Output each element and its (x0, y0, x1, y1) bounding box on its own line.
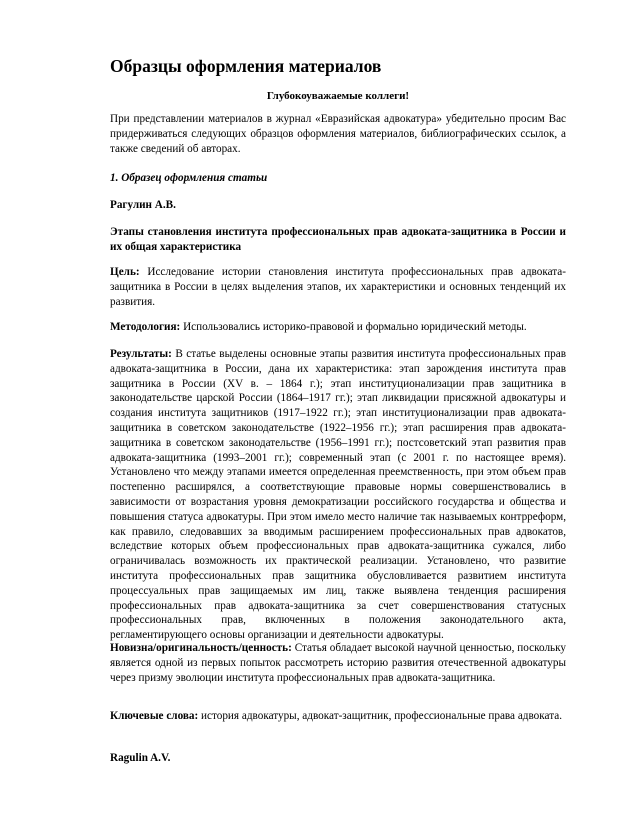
intro-paragraph: При представлении материалов в журнал «Евразийская адвокатура» убедительно просим Вас придерживаться следующих образцов оформления материалов, библиографических ссылок, а также сведений об авторах. (110, 113, 566, 155)
greeting: Глубокоуважаемые коллеги! (266, 90, 410, 102)
page-title: Образцы оформления материалов (110, 56, 382, 76)
author-name-english: Ragulin A.V. (110, 752, 171, 764)
methodology-text: Использовались историко-правовой и формально юридический методы. (183, 321, 527, 333)
author-name: Рагулин А.В. (110, 199, 176, 211)
keywords-text: история адвокатуры, адвокат-защитник, профессиональные права адвоката. (201, 710, 563, 722)
goal-section (110, 265, 566, 309)
novelty-label: Новизна/оригинальность/ценность: (110, 642, 292, 654)
article-title: Этапы становления института профессиональных прав адвоката-защитника в России и их общая характеристика (110, 226, 566, 253)
keywords-section (110, 709, 566, 724)
results-text: В статье выделены основные этапы развития института профессиональных прав адвоката-защитника в России, дана их характеристика: этап зарождения института прав защитника в России (XV в. – 1864 г.); этап институционализации прав защитника в законодательстве царской России (1864–1917 гг.); этап ликвидации присяжной адвокатуры и создания института защитников (1917–1922 гг.); этап институционализации прав адвоката-защитника в советском законодательстве (1922–1956 гг.); этап расширения прав адвоката-защитника в советском законодательстве (1956–1991 гг.); постсоветский этап развития прав адвоката-защитника (1993–2001 гг.); современный этап (с 2001 г. по настоящее время). Установлено что между этапами имеется определенная преемственность, при этом объем прав постепенно расширялся, а соответствующие правовые нормы совершенствовались в зависимости от возрастания уровня демократизации российского государства и общества и повышения статуса адвокатуры. При этом имело место наличие так называемых контрреформ, как правило, следовавших за вводимым расширением профессиональных прав адвокатов, вследствие которых объем профессиональных прав адвоката-защитника сужался, либо ограничивалась возможность их практической реализации. Установлено, что развитие института профессиональных прав защитника обусловливается развитием института процессуальных прав защищаемых им лиц, также выявлена тенденция расширения профессиональных прав адвоката-защитника за счет совершенствования статусных профессиональных прав, включенных в положения законодательного акта, регламентирующего основы организации и деятельности адвокатуры. (110, 348, 566, 642)
novelty-text: Статья обладает высокой научной ценностью, поскольку является одной из первых попыток рассмотреть историю развития отечественной адвокатуры через призму эволюции института профессиональных прав адвоката-защитника. (110, 642, 566, 684)
methodology-label: Методология: (110, 321, 181, 333)
methodology-section (110, 320, 566, 335)
goal-text: Исследование истории становления института профессиональных прав адвоката-защитника в России в целях выделения этапов, их характеристики и основных тенденций их развития. (110, 266, 566, 308)
results-section (110, 347, 566, 643)
novelty-section (110, 641, 566, 685)
sample-heading: 1. Образец оформления статьи (110, 172, 268, 184)
results-label: Результаты: (110, 348, 172, 360)
goal-label: Цель: (110, 266, 140, 278)
keywords-label: Ключевые слова: (110, 710, 199, 722)
